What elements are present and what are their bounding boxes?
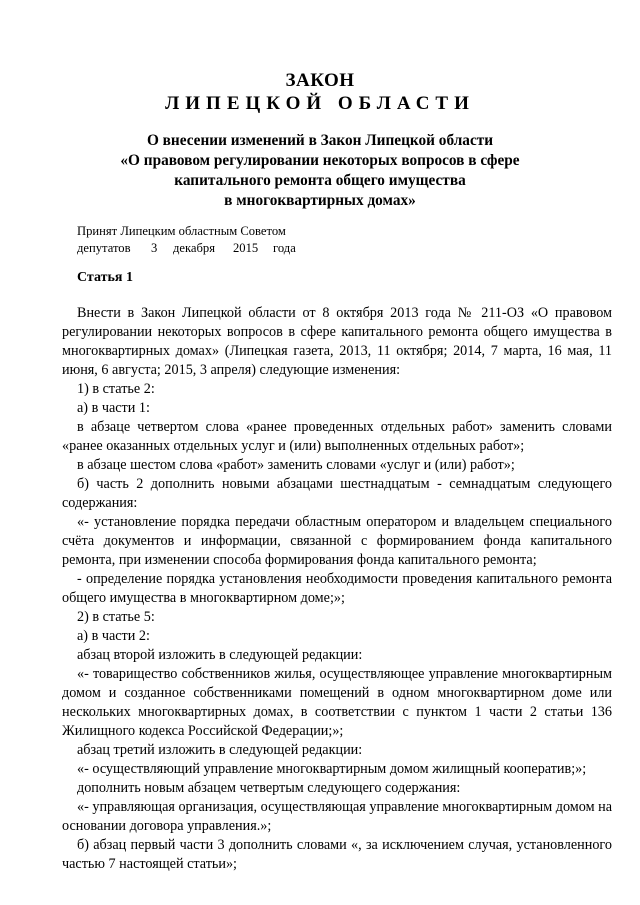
adoption-word: года <box>273 241 296 255</box>
paragraph: «- товарищество собственников жилья, осуществляющее управление многоквартирным домом и созданное собственниками помещений в одном многоквартирном доме или нескольких многоквартирных домах, в соответствии с пунктом 1 части 2 статьи 136 Жилищного кодекса Российской Федерации;»; <box>62 666 612 739</box>
law-title <box>0 131 640 211</box>
adoption-month: декабря <box>173 241 216 255</box>
paragraph: «- установление порядка передачи областным оператором и владельцем специального счёта документов и информации, связанной с формированием фонда капитального ремонта, при изменении способа формирования фонда капитального ремонта; <box>62 514 612 568</box>
region-heading: ЛИПЕЦКОЙ ОБЛАСТИ <box>165 93 475 114</box>
paragraph: в абзаце шестом слова «работ» заменить словами «услуг и (или) работ»; <box>77 457 515 473</box>
paragraph: в абзаце четвертом слова «ранее проведенных отдельных работ» заменить словами «ранее оказанных отдельных услуг и (или) выполненных отдельных работ»; <box>62 419 612 454</box>
paragraph: «- управляющая организация, осуществляющая управление многоквартирным домом на основании договора управления.»; <box>62 799 613 834</box>
article-body <box>62 304 612 874</box>
adoption-line-2 <box>77 240 296 257</box>
adoption-line-1: Принят Липецким областным Советом <box>77 224 286 238</box>
paragraph: б) абзац первый части 3 дополнить словами «, за исключением случая, установленного частью 7 настоящей статьи»; <box>62 837 612 872</box>
paragraph: - определение порядка установления необходимости проведения капитального ремонта общего имущества в многоквартирном доме;»; <box>62 571 612 606</box>
law-title-line: в многоквартирных домах» <box>224 192 416 209</box>
paragraph: 2) в статье 5: <box>77 609 155 625</box>
adoption-year: 2015 <box>233 241 259 255</box>
adoption-word: депутатов <box>77 241 131 255</box>
paragraph: а) в части 2: <box>77 628 150 644</box>
law-title-line: капитального ремонта общего имущества <box>174 172 466 189</box>
adoption-note <box>77 223 296 257</box>
adoption-day: 3 <box>151 241 158 255</box>
paragraph: 1) в статье 2: <box>77 381 155 397</box>
article-title: Статья 1 <box>77 270 133 285</box>
paragraph: «- осуществляющий управление многоквартирным домом жилищный кооператив;»; <box>77 761 587 777</box>
law-title-line: О внесении изменений в Закон Липецкой области <box>146 132 494 149</box>
paragraph: а) в части 1: <box>77 400 150 416</box>
law-title-line: «О правовом регулировании некоторых вопросов в сфере <box>120 152 520 169</box>
paragraph: абзац второй изложить в следующей редакции: <box>77 647 363 663</box>
paragraph: б) часть 2 дополнить новыми абзацами шестнадцатым - семнадцатым следующего содержания: <box>62 476 612 511</box>
document-type-heading: ЗАКОН <box>285 70 355 91</box>
paragraph: абзац третий изложить в следующей редакции: <box>77 742 363 758</box>
paragraph: Внести в Закон Липецкой области от 8 октября 2013 года № 211-ОЗ «О правовом регулировании некоторых вопросов в сфере капитального ремонта общего имущества в многоквартирных домах» (Липецкая газета, 2013, 11 октября; 2014, 7 марта, 16 мая, 11 июня, 6 августа; 2015, 3 апреля) следующие изменения: <box>62 305 612 378</box>
paragraph: дополнить новым абзацем четвертым следующего содержания: <box>77 780 461 796</box>
